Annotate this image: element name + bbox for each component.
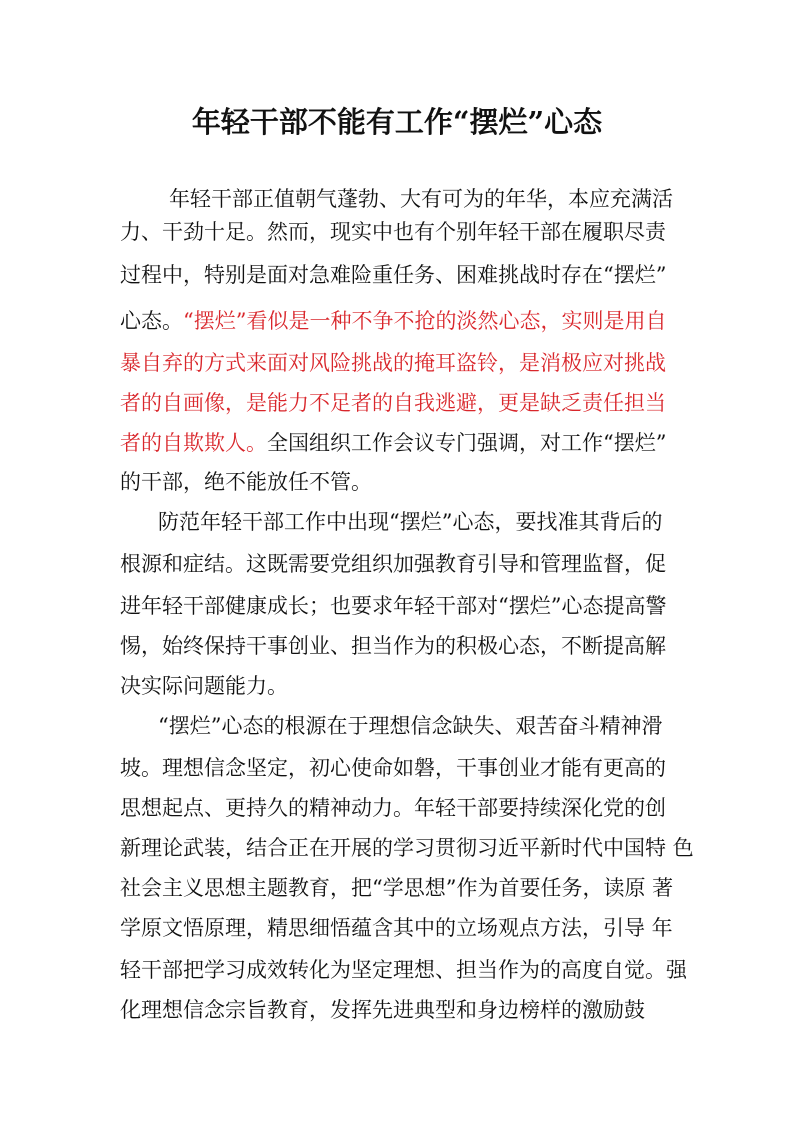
paragraph-line [120, 387, 666, 419]
text-segment: 坡。理想信念坚定，初心使命如磐，干事创业才能有更高的 [120, 756, 666, 780]
paragraph-line [120, 630, 666, 662]
text-segment: 思想起点、更持久的精神动力。年轻干部要持续深化党的创 [120, 796, 666, 820]
paragraph-line [120, 466, 372, 498]
text-segment: 社会主义思想主题教育，把“学思想”作为首要任务，读原 著 [120, 876, 674, 900]
text-segment: 年轻干部正值朝气蓬勃、大有可为的年华，本应充满活 [148, 187, 673, 211]
paragraph-line [120, 832, 694, 864]
paragraph-line [120, 912, 673, 944]
text-segment: 轻干部把学习成效转化为坚定理想、担当作为的高度自觉。强 [120, 958, 687, 982]
text-segment: 过程中，特别是面对急难险重任务、困难挑战时存在“摆烂” [120, 263, 667, 287]
text-segment: 心态。 [120, 309, 183, 333]
text-segment: 力、干劲十足。然而，现实中也有个别年轻干部在履职尽责 [120, 220, 666, 244]
paragraph-line [120, 427, 666, 459]
paragraph-line [120, 216, 666, 248]
text-segment: “摆烂”心态的根源在于理想信念缺失、艰苦奋斗精神滑 [137, 714, 663, 738]
paragraph-line [137, 710, 662, 742]
text-segment: 进年轻干部健康成长；也要求年轻干部对“摆烂”心态提高警 [120, 594, 667, 618]
paragraph-line [120, 872, 673, 904]
text-segment: 根源和症结。这既需要党组织加强教育引导和管理监督，促 [120, 552, 666, 576]
paragraph-line [120, 752, 666, 784]
paragraph-line [120, 670, 288, 702]
text-segment: 化理想信念宗旨教育，发挥先进典型和身边榜样的激励鼓 [120, 998, 645, 1022]
highlighted-text-segment: 者的自欺欺人。 [120, 431, 267, 455]
paragraph-line [120, 954, 687, 986]
paragraph-line [120, 792, 666, 824]
paragraph-line [137, 506, 662, 538]
text-segment: 学原文悟原理，精思细悟蕴含其中的立场观点方法，引导 年 [120, 916, 673, 940]
paragraph-line [120, 305, 666, 337]
text-segment: 全国组织工作会议专门强调，对工作“摆烂” [267, 431, 667, 455]
highlighted-text-segment: 暴自弃的方式来面对风险挑战的掩耳盗铃，是消极应对挑战 [120, 351, 666, 375]
text-segment: 新理论武装，结合正在开展的学习贯彻习近平新时代中国特 色 [120, 836, 694, 860]
text-segment: 防范年轻干部工作中出现“摆烂”心态，要找准其背后的 [137, 510, 663, 534]
paragraph-line [120, 259, 666, 291]
text-segment: 的干部，绝不能放任不管。 [120, 470, 372, 494]
paragraph-line [120, 994, 645, 1026]
highlighted-text-segment: “摆烂”看似是一种不争不抢的淡然心态，实则是用自 [183, 309, 667, 333]
text-segment: 决实际问题能力。 [120, 674, 288, 698]
highlighted-text-segment: 者的自画像，是能力不足者的自我逃避，更是缺乏责任担当 [120, 391, 666, 415]
paragraph-line [120, 548, 666, 580]
paragraph-line [148, 183, 673, 215]
document-title: 年轻干部不能有工作“摆烂”心态 [191, 105, 603, 139]
paragraph-line [120, 590, 666, 622]
paragraph-line [120, 347, 666, 379]
text-segment: 惕，始终保持干事创业、担当作为的积极心态，不断提高解 [120, 634, 666, 658]
